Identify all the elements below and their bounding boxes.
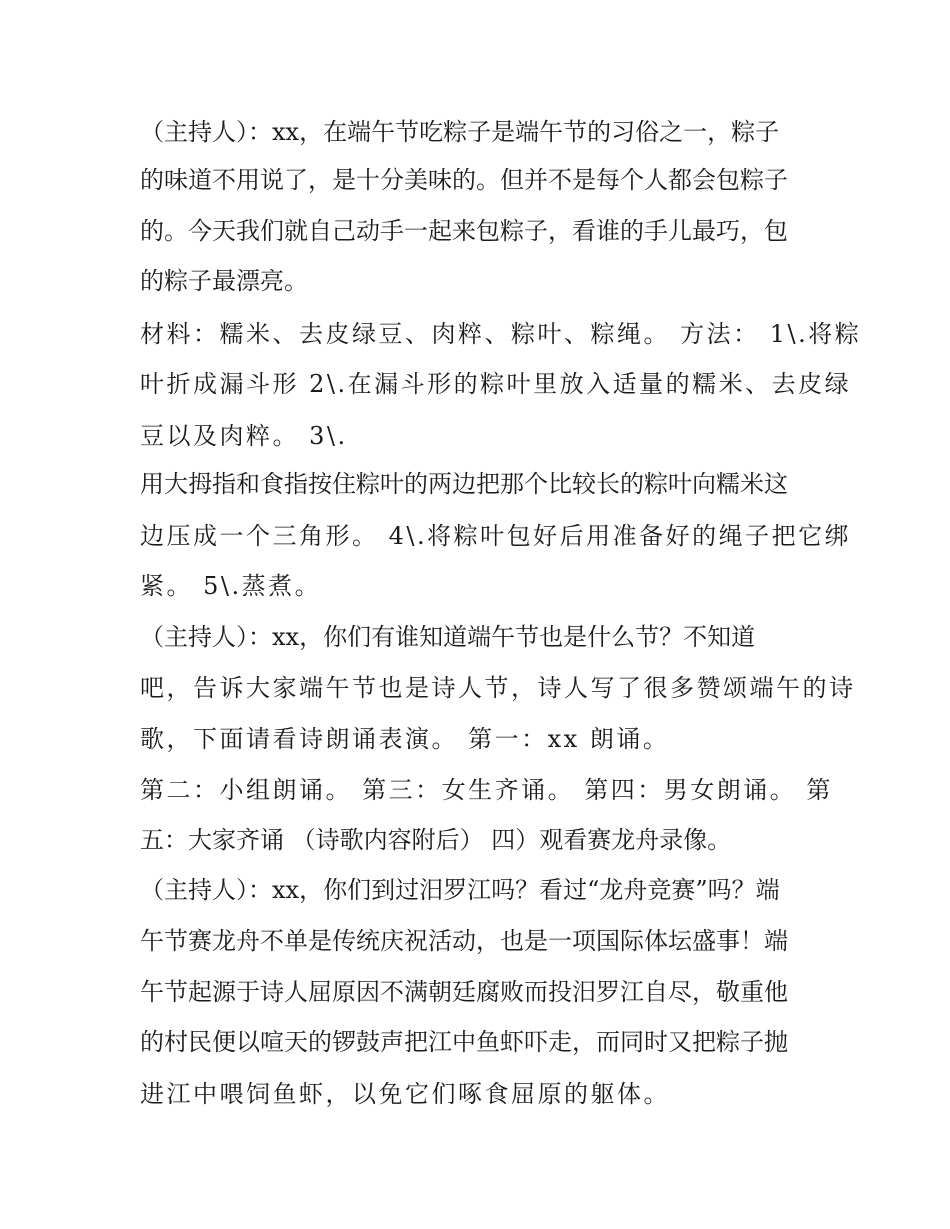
text-line-2: 的味道不用说了，是十分美味的。但并不是每个人都会包粽子 [140, 166, 788, 194]
text-line-19: 的村民便以喧天的锣鼓声把江中鱼虾吓走，而同时又把粽子抛 [140, 1028, 788, 1056]
text-line-20: 进江中喂饲鱼虾，以免它们啄食屈原的躯体。 [140, 1080, 670, 1108]
text-line-16: （主持人）：xx，你们到过汨罗江吗？看过“龙舟竞赛”吗？端 [140, 876, 780, 904]
text-line-17: 午节赛龙舟不单是传统庆祝活动，也是一项国际体坛盛事！端 [140, 927, 788, 955]
text-line-12: 吧，告诉大家端午节也是诗人节，诗人写了很多赞颂端午的诗 [140, 674, 856, 702]
text-line-4: 的粽子最漂亮。 [140, 267, 308, 295]
text-line-13: 歌，下面请看诗朗诵表演。 第一：xx 朗诵。 [140, 725, 670, 753]
text-line-3: 的。今天我们就自己动手一起来包粽子，看谁的手儿最巧，包 [140, 217, 788, 245]
text-line-1: （主持人）：xx，在端午节吃粽子是端午节的习俗之一，粽子 [140, 118, 780, 146]
text-line-11: （主持人）：xx，你们有谁知道端午节也是什么节？不知道 [140, 623, 756, 651]
text-line-7: 豆以及肉粹。 3\. [140, 422, 348, 450]
text-line-9: 边压成一个三角形。 4\.将粽叶包好后用准备好的绳子把它绑 [140, 522, 852, 550]
text-line-14: 第二：小组朗诵。 第三：女生齐诵。 第四：男女朗诵。 第 [140, 776, 833, 804]
text-line-10: 紧。 5\.蒸煮。 [140, 572, 322, 600]
text-line-8: 用大拇指和食指按住粽叶的两边把那个比较长的粽叶向糯米这 [140, 470, 788, 498]
text-line-15: 五：大家齐诵 （诗歌内容附后） 四）观看赛龙舟录像。 [140, 826, 732, 854]
text-line-18: 午节起源于诗人屈原因不满朝廷腐败而投汨罗江自尽，敬重他 [140, 978, 788, 1006]
text-line-5: 材料：糯米、去皮绿豆、肉粹、粽叶、粽绳。 方法： 1\.将粽 [140, 320, 862, 348]
text-line-6: 叶折成漏斗形 2\.在漏斗形的粽叶里放入适量的糯米、去皮绿 [140, 370, 852, 398]
